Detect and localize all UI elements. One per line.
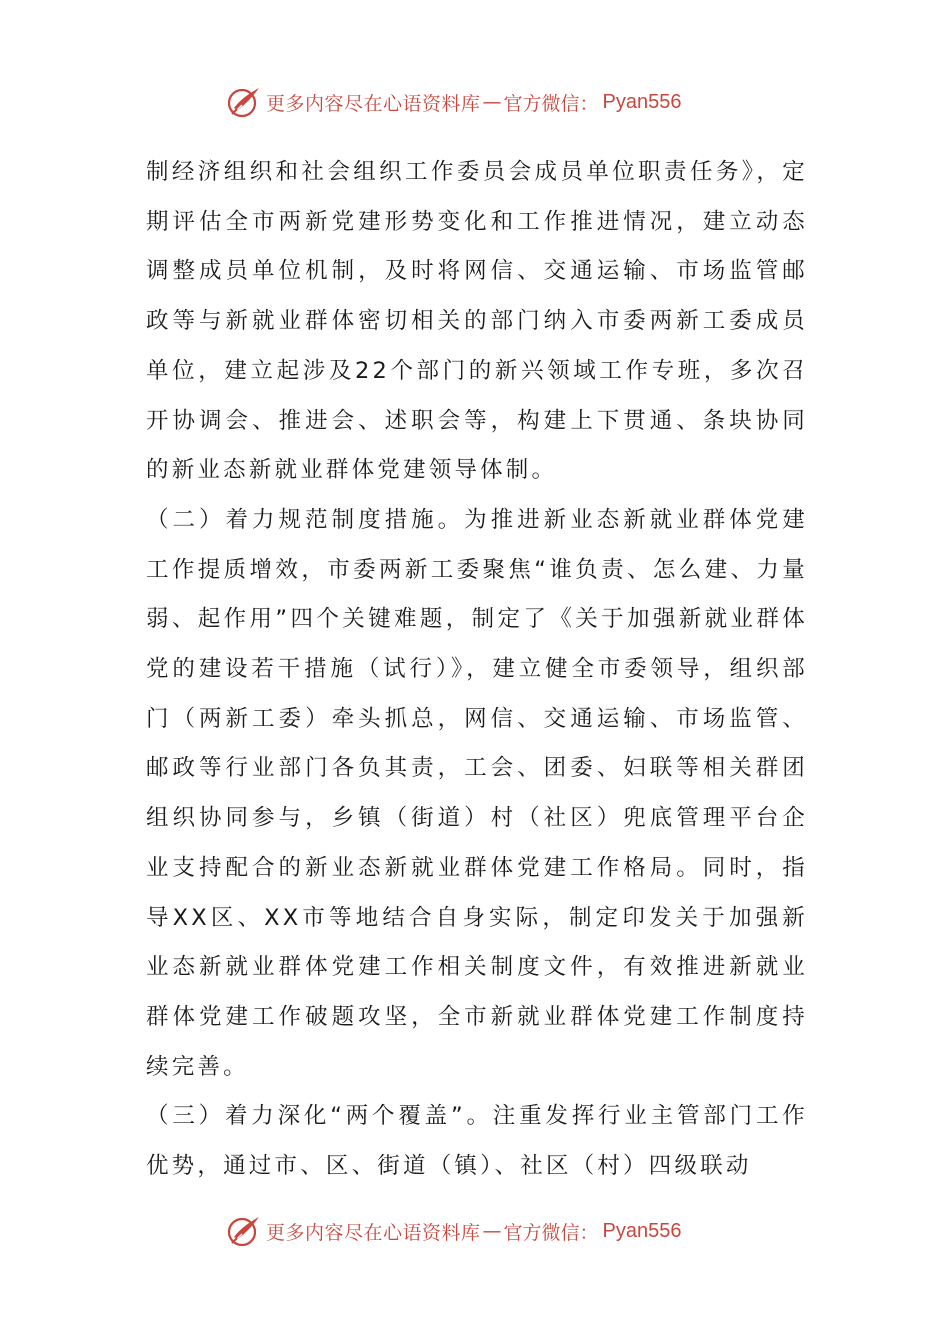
- banner-contact-id: Pyan556: [602, 1219, 682, 1242]
- quill-logo-icon: [226, 84, 262, 120]
- footer-watermark-banner: [226, 1211, 746, 1251]
- banner-separator: —: [482, 91, 502, 113]
- banner-separator: —: [482, 1220, 502, 1242]
- banner-contact-label: 官方微信：: [503, 92, 599, 115]
- quill-logo-icon: [226, 1213, 262, 1249]
- header-watermark-banner: [226, 82, 746, 122]
- paragraph-2: （二）着力规范制度措施。为推进新业态新就业群体党建工作提质增效，市委两新工委聚焦“谁负责、怎么建、力量弱、起作用”四个关键难题，制定了《关于加强新就业群体党的建设若干措施（试行）》，建立健全市委领导，组织部门（两新工委）牵头抓总，网信、交通运输、市场监管、邮政等行业部门各负其责，工会、团委、妇联等相关群团组织协同参与，乡镇（街道）村（社区）兜底管理平台企业支持配合的新业态新就业群体党建工作格局。同时，指导XX区、XX市等地结合自身实际，制定印发关于加强新业态新就业群体党建工作相关制度文件，有效推进新就业群体党建工作破题攻坚，全市新就业群体党建工作制度持续完善。: [146, 506, 808, 1080]
- paragraph-3: （三）着力深化“两个覆盖”。注重发挥行业主管部门工作优势，通过市、区、街道（镇）、社区（村）四级联动: [146, 1103, 808, 1180]
- paragraph-1: 制经济组织和社会组织工作委员会成员单位职责任务》，定期评估全市两新党建形势变化和工作推进情况，建立动态调整成员单位机制，及时将网信、交通运输、市场监管邮政等与新就业群体密切相关的部门纳入市委两新工委成员单位，建立起涉及22个部门的新兴领域工作专班，多次召开协调会、推进会、述职会等，构建上下贯通、条块协同的新业态新就业群体党建领导体制。: [146, 159, 808, 484]
- banner-brand-text: 更多内容尽在心语资料库: [266, 1221, 481, 1244]
- banner-brand-text: 更多内容尽在心语资料库: [266, 92, 481, 115]
- document-body: [146, 148, 808, 1192]
- banner-contact-label: 官方微信：: [503, 1221, 599, 1244]
- banner-contact-id: Pyan556: [602, 90, 682, 113]
